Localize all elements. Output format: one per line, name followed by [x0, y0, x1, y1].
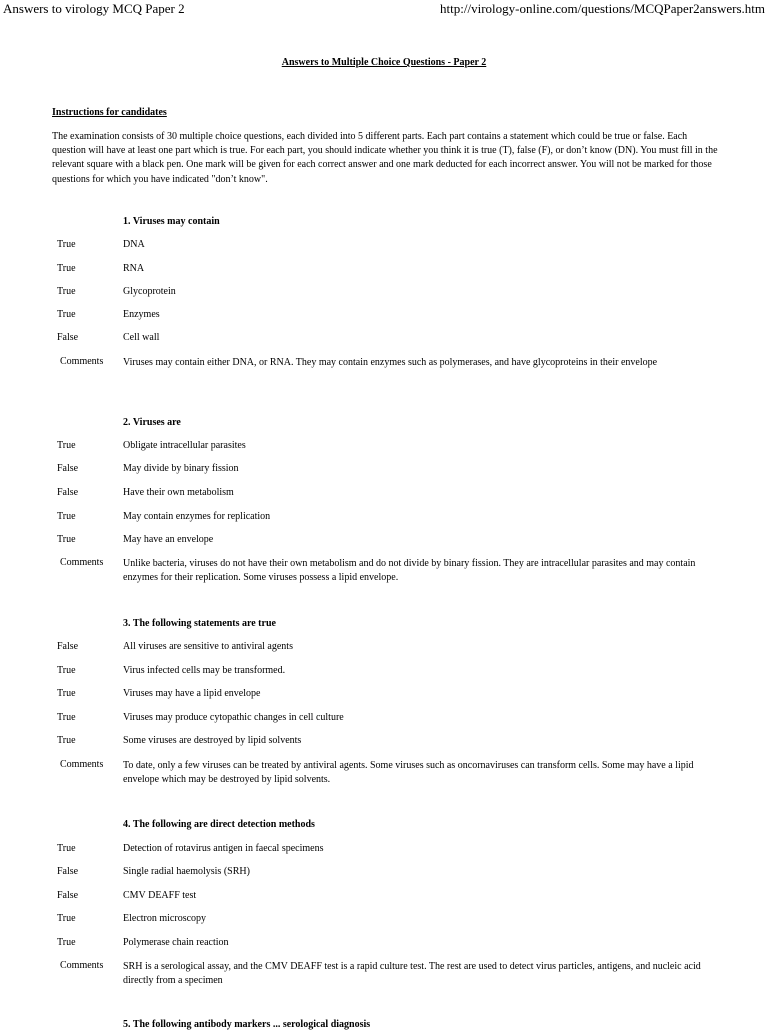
q2-comment: Unlike bacteria, viruses do not have their own metabolism and do not divide by binary fission. They are intracellular parasites and may contain enzymes for their replication. Some viruses possess a lipid envelope. [123, 558, 696, 583]
instructions-text: The examination consists of 30 multiple choice questions, each divided into 5 different parts. Each part contains a statement which could be true or false. Each question will have at least one part which is true. For each part, you should indicate whether you think it is true (T), false (F), or don’t know (DN). You must fill in the relevant square with a black pen. One mark will be given for each correct answer and one mark deducted for each incorrect answer. You will not be marked for those questions for which you have indicated "don’t know". [52, 131, 718, 185]
q2-answer-2: False [57, 463, 79, 474]
q2-statement-1: Obligate intracellular parasites [123, 440, 246, 451]
browser-page-title: Answers to virology MCQ Paper 2 [3, 1, 185, 16]
q1-answer-4: True [57, 309, 76, 320]
q1-statement-1: DNA [123, 239, 145, 250]
q2-statement-2: May divide by binary fission [123, 463, 239, 474]
question-5-title-partial: 5. The following antibody markers ... serological diagnosis [123, 1019, 371, 1030]
q3-statement-3: Viruses may have a lipid envelope [123, 688, 261, 699]
q1-comment: Viruses may contain either DNA, or RNA. They may contain enzymes such as polymerases, and have glycoproteins in their envelope [123, 357, 658, 368]
q4-answer-1: True [57, 843, 76, 854]
q1-statement-2: RNA [123, 263, 145, 274]
q4-comment: SRH is a serological assay, and the CMV DEAFF test is a rapid culture test. The rest are used to detect virus particles, antigens, and nucleic acid directly from a specimen [123, 961, 701, 986]
q4-answer-3: False [57, 890, 79, 901]
q4-statement-2: Single radial haemolysis (SRH) [123, 866, 250, 877]
question-4-title: 4. The following are direct detection methods [123, 819, 315, 830]
q1-answer-3: True [57, 286, 76, 297]
q3-answer-4: True [57, 712, 76, 723]
q3-statement-4: Viruses may produce cytopathic changes in cell culture [123, 712, 344, 723]
q1-statement-3: Glycoprotein [123, 286, 176, 297]
q1-answer-5: False [57, 332, 79, 343]
q2-statement-5: May have an envelope [123, 534, 214, 545]
q1-answer-1: True [57, 239, 76, 250]
q2-answer-3: False [57, 487, 79, 498]
q4-comments-label: Comments [60, 960, 104, 971]
q2-answer-1: True [57, 440, 76, 451]
q2-answer-4: True [57, 511, 76, 522]
q4-statement-1: Detection of rotavirus antigen in faecal specimens [123, 843, 324, 854]
q3-comments-label: Comments [60, 759, 104, 770]
q4-statement-4: Electron microscopy [123, 913, 207, 924]
q2-comments-label: Comments [60, 557, 104, 568]
question-3-title: 3. The following statements are true [123, 618, 276, 629]
q4-answer-4: True [57, 913, 76, 924]
q2-answer-5: True [57, 534, 76, 545]
q1-comments-label: Comments [60, 356, 104, 367]
q4-statement-5: Polymerase chain reaction [123, 937, 229, 948]
q3-answer-2: True [57, 665, 76, 676]
q4-answer-2: False [57, 866, 79, 877]
question-1-title: 1. Viruses may contain [123, 216, 220, 227]
q3-answer-5: True [57, 735, 76, 746]
q1-answer-2: True [57, 263, 76, 274]
q3-comment: To date, only a few viruses can be treated by antiviral agents. Some viruses such as oncornaviruses can transform cells. Some may have a lipid envelope which may be destroyed by lipid solvents. [123, 760, 694, 785]
q2-statement-3: Have their own metabolism [123, 487, 234, 498]
q3-answer-3: True [57, 688, 76, 699]
question-2-title: 2. Viruses are [123, 417, 181, 428]
page-url[interactable]: http://virology-online.com/questions/MCQPaper2answers.htm [440, 1, 765, 16]
q4-statement-3: CMV DEAFF test [123, 890, 197, 901]
q1-statement-5: Cell wall [123, 332, 160, 343]
instructions-heading: Instructions for candidates [52, 107, 167, 118]
q3-statement-1: All viruses are sensitive to antiviral agents [123, 641, 293, 652]
q3-statement-2: Virus infected cells may be transformed. [123, 665, 286, 676]
q4-answer-5: True [57, 937, 76, 948]
q2-statement-4: May contain enzymes for replication [123, 511, 271, 522]
q3-answer-1: False [57, 641, 79, 652]
q1-statement-4: Enzymes [123, 309, 160, 320]
q3-statement-5: Some viruses are destroyed by lipid solvents [123, 735, 302, 746]
page-title: Answers to Multiple Choice Questions - Paper 2 [281, 57, 487, 68]
